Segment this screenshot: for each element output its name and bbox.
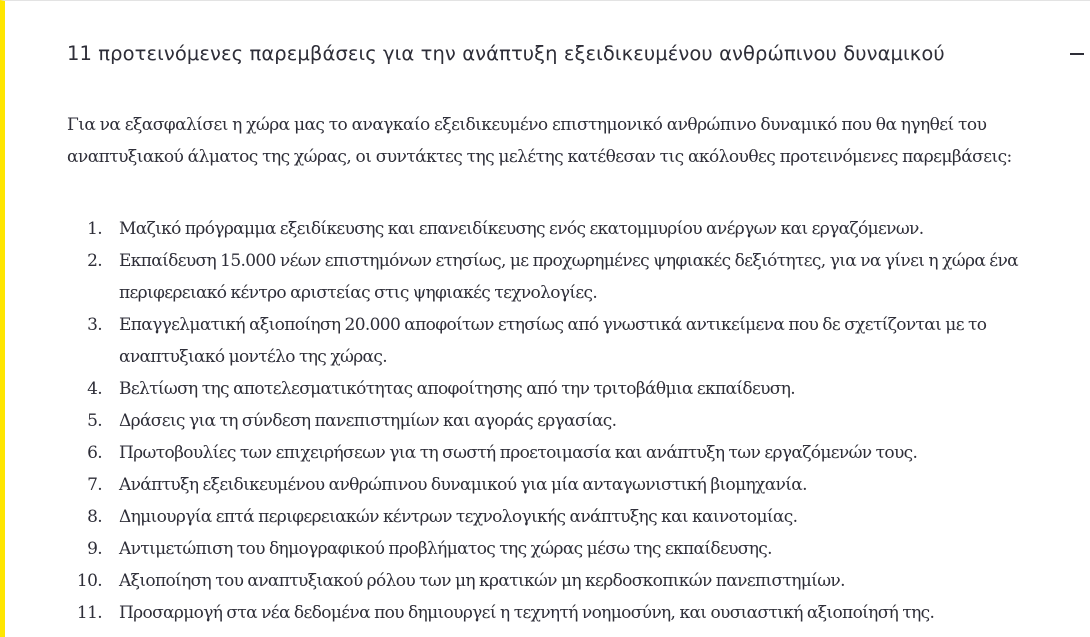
item-number: 1.	[87, 219, 102, 239]
item-number: 2.	[87, 251, 102, 271]
item-number: 10.	[76, 571, 102, 591]
item-text: Μαζικό πρόγραμμα εξειδίκευσης και επανειδίκευσης ενός εκατομμυρίου ανέργων και εργαζόμενων.	[119, 219, 924, 239]
list-item	[67, 373, 1087, 405]
collapse-toggle[interactable]	[1066, 41, 1088, 67]
item-text: Αξιοποίηση του αναπτυξιακού ρόλου των μη κρατικών μη κερδοσκοπικών πανεπιστημίων.	[119, 571, 845, 591]
minus-icon	[1070, 53, 1084, 55]
item-text: Δράσεις για τη σύνδεση πανεπιστημίων και αγοράς εργασίας.	[119, 411, 617, 431]
item-text: Εκπαίδευση 15.000 νέων επιστημόνων ετησίως, με προχωρημένες ψηφιακές δεξιότητες, για να γίνει η χώρα ένα περιφερειακό κέντρο αριστείας στις ψηφιακές τεχνολογίες.	[119, 251, 1018, 303]
accordion-body	[67, 109, 1087, 623]
list-item	[67, 565, 1087, 597]
item-text: Προσαρμογή στα νέα δεδομένα που δημιουργεί η τεχνητή νοημοσύνη, και ουσιαστική αξιοποίησή της.	[119, 603, 935, 623]
item-number: 6.	[87, 443, 102, 463]
list-item	[67, 469, 1087, 501]
list-item	[67, 501, 1087, 533]
item-text: Βελτίωση της αποτελεσματικότητας αποφοίτησης από την τριτοβάθμια εκπαίδευση.	[119, 379, 796, 399]
list-item	[67, 405, 1087, 437]
list-item	[67, 597, 1087, 629]
accordion-title: 11 προτεινόμενες παρεμβάσεις για την ανάπτυξη εξειδικευμένου ανθρώπινου δυναμικού	[67, 42, 945, 65]
item-text: Ανάπτυξη εξειδικευμένου ανθρώπινου δυναμικού για μία ανταγωνιστική βιομηχανία.	[119, 475, 807, 495]
item-number: 11.	[76, 603, 102, 623]
item-number: 9.	[87, 539, 102, 559]
list-item	[67, 533, 1087, 565]
measures-list	[67, 213, 1087, 629]
item-number: 5.	[87, 411, 102, 431]
item-number: 3.	[87, 315, 102, 335]
item-number: 8.	[87, 507, 102, 527]
list-item	[67, 437, 1087, 469]
item-number: 7.	[87, 475, 102, 495]
list-item	[67, 213, 1087, 245]
intro-paragraph: Για να εξασφαλίσει η χώρα μας το αναγκαίο εξειδικευμένο επιστημονικό ανθρώπινο δυναμικό που θα ηγηθεί του αναπτυξιακού άλματος της χώρας, οι συντάκτες της μελέτης κατέθεσαν τις ακόλουθες προτεινόμενες παρεμβάσεις:	[67, 115, 1012, 167]
item-text: Πρωτοβουλίες των επιχειρήσεων για τη σωστή προετοιμασία και ανάπτυξη των εργαζόμενών τους.	[119, 443, 918, 463]
item-text: Δημιουργία επτά περιφερειακών κέντρων τεχνολογικής ανάπτυξης και καινοτομίας.	[119, 507, 798, 527]
accordion-header[interactable]	[67, 41, 1090, 69]
list-item	[67, 309, 1087, 373]
item-text: Αντιμετώπιση του δημογραφικού προβλήματος της χώρας μέσω της εκπαίδευσης.	[119, 539, 772, 559]
item-text: Επαγγελματική αξιοποίηση 20.000 αποφοίτων ετησίως από γνωστικά αντικείμενα που δε σχετίζονται με το αναπτυξιακό μοντέλο της χώρας.	[119, 315, 987, 367]
list-item	[67, 245, 1087, 309]
item-number: 4.	[87, 379, 102, 399]
